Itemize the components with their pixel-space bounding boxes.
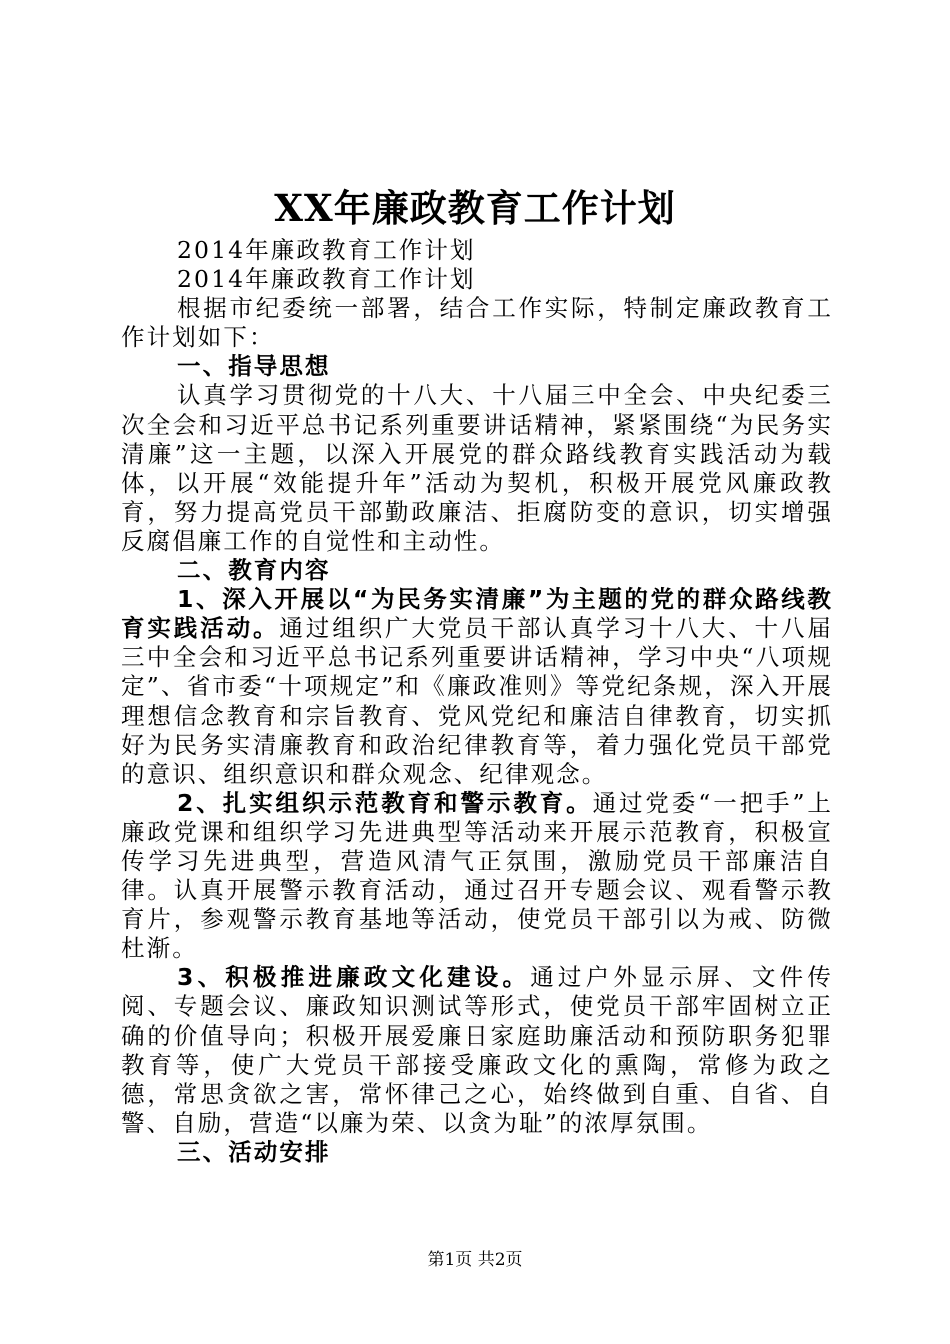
item-lead: 3、积极推进廉政文化建设。	[177, 963, 531, 992]
list-item	[121, 789, 833, 964]
list-item	[121, 963, 833, 1138]
section-heading: 二、教育内容	[177, 556, 331, 585]
paragraph: 认真学习贯彻党的十八大、十八届三中全会、中央纪委三次全会和习近平总书记系列重要讲话精神，紧紧围绕“为民务实清廉”这一主题，以深入开展党的群众路线教育实践活动为载体，以开展“效能提升年”活动为契机，积极开展党风廉政教育，努力提高党员干部勤政廉洁、拒腐防变的意识，切实增强反腐倡廉工作的自觉性和主动性。	[121, 381, 833, 555]
item-lead: 1、深入开展以“为民务实清廉”为主题的党的群众路线教育实践活动。	[121, 585, 833, 643]
item-text: 通过组织广大党员干部认真学习十八大、十八届三中全会和习近平总书记系列重要讲话精神，学习中央“八项规定”、省市委“十项规定”和《廉政准则》等党纪条规，深入开展理想信念教育和宗旨教育、党风党纪和廉洁自律教育，切实抓好为民务实清廉教育和政治纪律教育等，着力强化党员干部党的意识、组织意识和群众观念、纪律观念。	[121, 614, 833, 788]
section-heading: 三、活动安排	[177, 1137, 331, 1166]
item-lead: 2、扎实组织示范教育和警示教育。	[177, 788, 593, 817]
document-body	[121, 236, 833, 1167]
item-text: 通过党委“一把手”上廉政党课和组织学习先进典型等活动来开展示范教育，积极宣传学习先进典型，营造风清气正氛围，激励党员干部廉洁自律。认真开展警示教育活动，通过召开专题会议、观看警示教育片，参观警示教育基地等活动，使党员干部引以为戒、防微杜渐。	[121, 788, 834, 963]
item-text: 通过户外显示屏、文件传阅、专题会议、廉政知识测试等形式，使党员干部牢固树立正确的价值导向；积极开展爱廉日家庭助廉活动和预防职务犯罪教育等，使广大党员干部接受廉政文化的熏陶，常修为政之德，常思贪欲之害，常怀律己之心，始终做到自重、自省、自警、自励，营造“以廉为荣、以贪为耻”的浓厚氛围。	[121, 963, 833, 1137]
page-footer: 第1页 共2页	[427, 1250, 523, 1270]
paragraph: 2014年廉政教育工作计划	[177, 236, 476, 264]
paragraph: 根据市纪委统一部署，结合工作实际，特制定廉政教育工作计划如下：	[121, 294, 833, 352]
paragraph: 2014年廉政教育工作计划	[177, 265, 476, 294]
document-title: XX年廉政教育工作计划	[274, 186, 676, 230]
list-item	[121, 585, 833, 789]
section-heading: 一、指导思想	[177, 352, 331, 381]
